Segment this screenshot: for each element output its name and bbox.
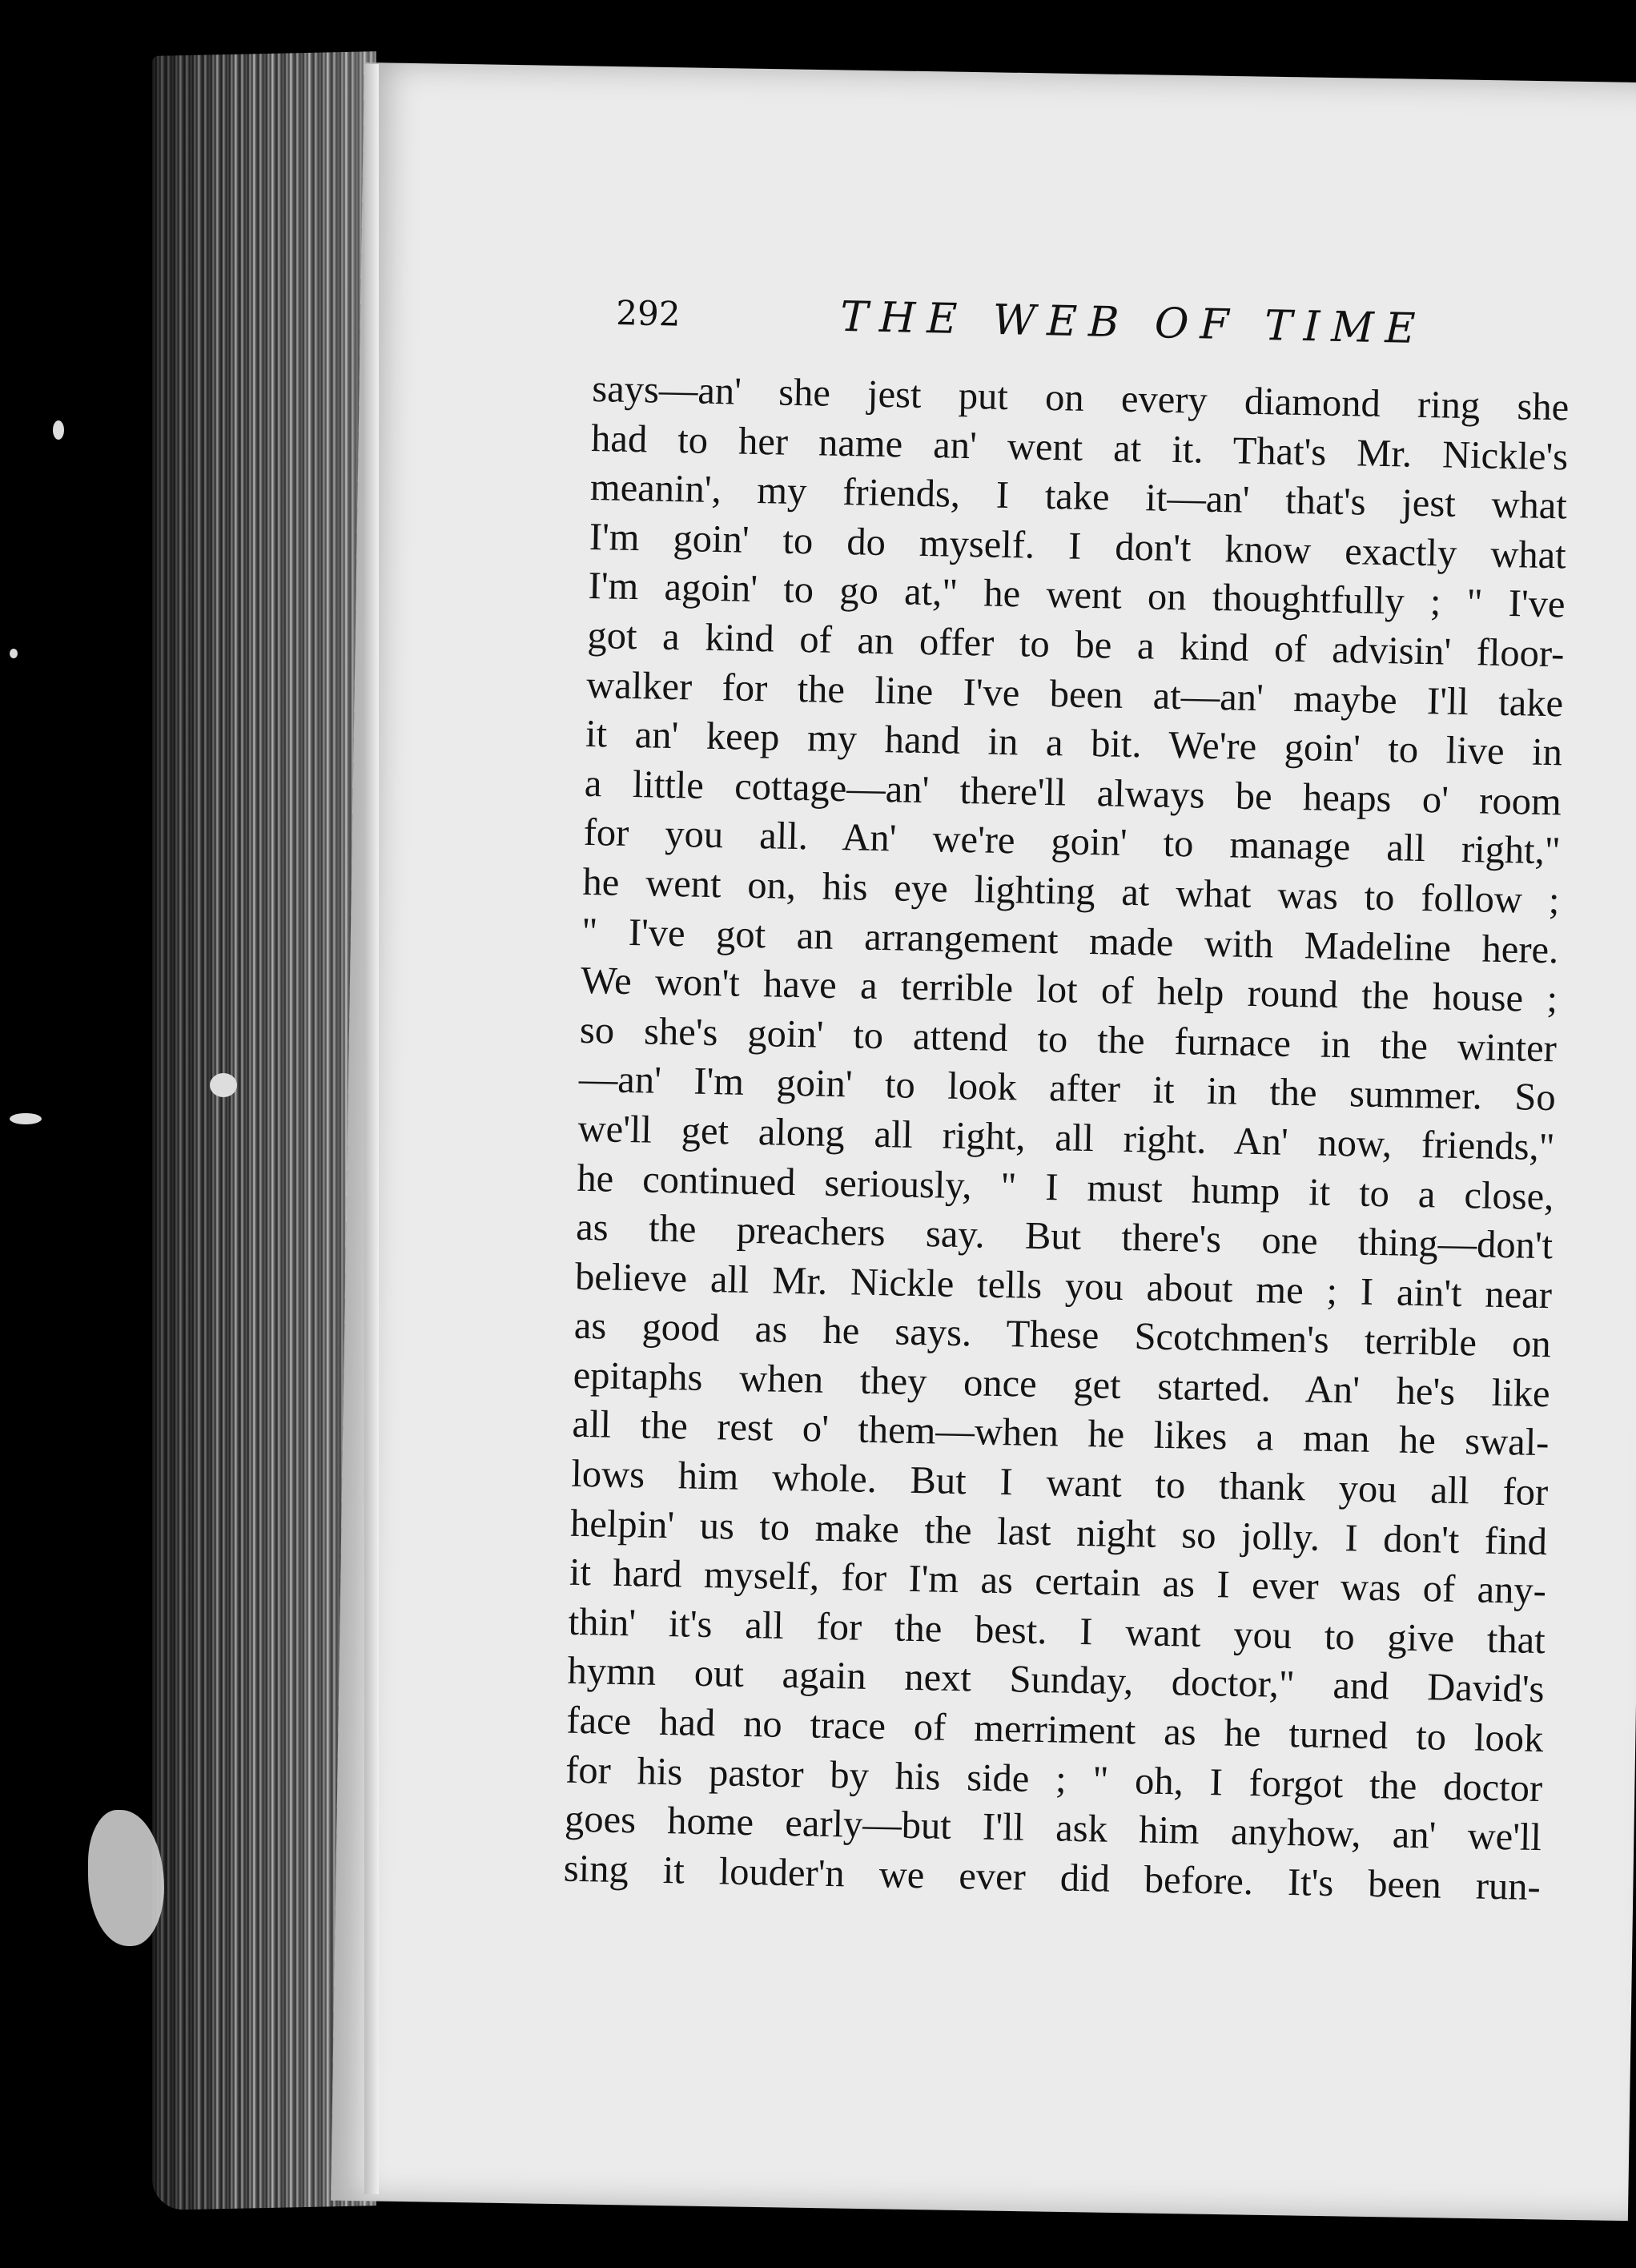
text-line: We won't have a terrible lot of help round the house ; (580, 959, 1558, 1021)
text-line: thin' it's all for the best. I want you to give that (568, 1600, 1546, 1662)
text-line: all the rest o' them—when he likes a man he swal- (572, 1403, 1550, 1465)
text-line: for his pastor by his side ; " oh, I forgot the doctor (565, 1748, 1543, 1810)
text-line: it an' keep my hand in a bit. We're goin' to live in (585, 713, 1563, 774)
text-line: helpin' us to make the last night so jolly. I don't find (569, 1502, 1548, 1563)
text-line: for you all. An' we're goin' to manage all right," (583, 811, 1562, 873)
text-line: says—an' she jest put on every diamond ring she (591, 367, 1570, 429)
text-line: as the preachers say. But there's one thing—don't (575, 1205, 1554, 1268)
text-line: sing it louder'n we ever did before. It's been run- (563, 1847, 1542, 1908)
body-text (563, 364, 1569, 1912)
text-line: I'm agoin' to go at," he went on thoughtfully ; " I've (588, 565, 1566, 626)
text-line: so she's goin' to attend to the furnace in the winter (579, 1008, 1558, 1070)
text-line: I'm goin' to do myself. I don't know exactly what (589, 515, 1567, 577)
text-line: it hard myself, for I'm as certain as I ever was of any- (569, 1550, 1547, 1613)
page-gutter (364, 64, 379, 2194)
text-line: he went on, his eye lighting at what was to follow ; (582, 860, 1560, 923)
margin-speck (10, 1113, 42, 1124)
text-line: epitaphs when they once get started. An' he's like (573, 1353, 1551, 1416)
page-number: 292 (615, 292, 681, 334)
text-line: believe all Mr. Nickle tells you about me ; I ain't near (574, 1255, 1553, 1317)
text-line: " I've got an arrangement made with Madeline here. (581, 910, 1559, 971)
text-line: walker for the line I've been at—an' maybe I'll take (585, 663, 1564, 725)
text-line: as good as he says. These Scotchmen's terrible on (573, 1305, 1552, 1366)
text-line: —an' I'm goin' to look after it in the summer. So (578, 1058, 1557, 1120)
margin-speck (210, 1073, 237, 1097)
text-line: lows him whole. But I want to thank you all for (570, 1452, 1549, 1514)
margin-speck (10, 649, 18, 658)
text-line: meanin', my friends, I take it—an' that's jest what (589, 466, 1568, 528)
text-line: face had no trace of merriment as he turned to look (565, 1699, 1544, 1761)
text-line: hymn out again next Sunday, doctor," and David's (567, 1650, 1545, 1711)
text-line: he continued seriously, " I must hump it to a close, (576, 1156, 1554, 1218)
text-line: we'll get along all right, all right. An' now, friends," (577, 1107, 1555, 1169)
text-line: had to her name an' went at it. That's Mr. Nickle's (590, 416, 1569, 478)
running-title: THE WEB OF TIME (839, 292, 1428, 354)
text-line: goes home early—but I'll ask him anyhow, an' we'll (564, 1797, 1542, 1860)
text-line: got a kind of an offer to be a kind of advisin' floor- (586, 613, 1565, 676)
text-line: a little cottage—an' there'll always be heaps o' room (584, 762, 1562, 824)
margin-speck (53, 420, 64, 440)
